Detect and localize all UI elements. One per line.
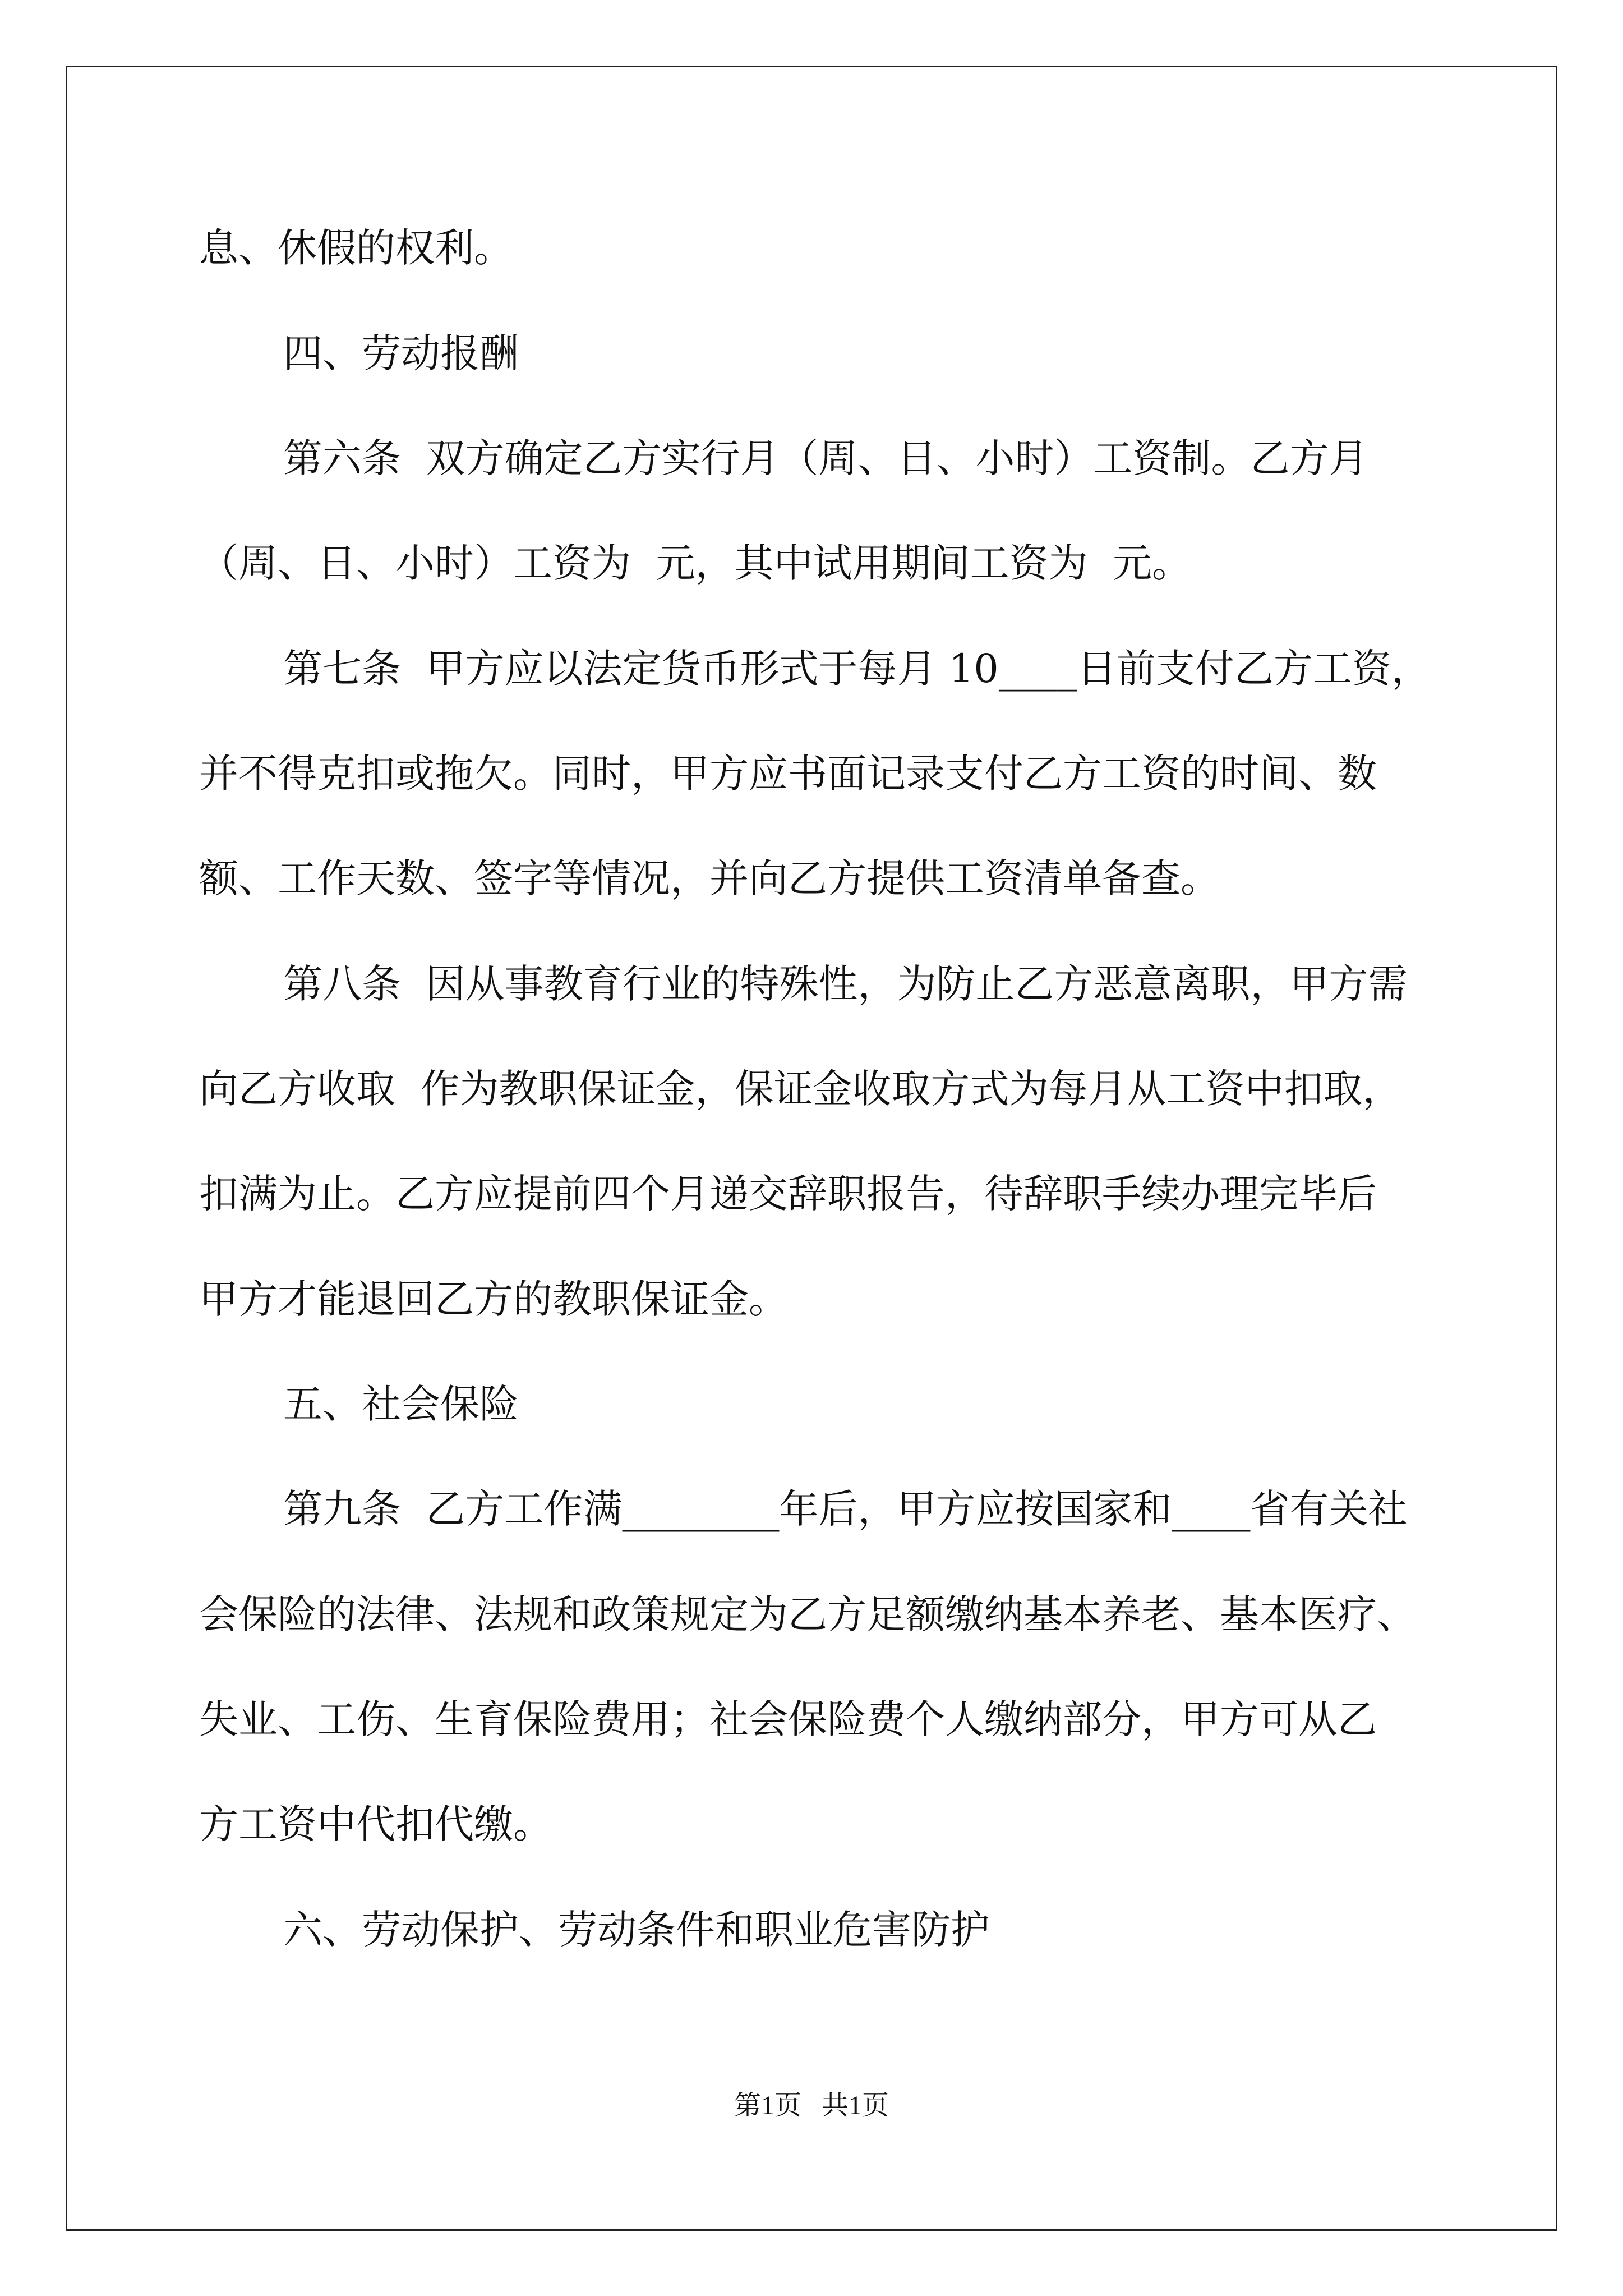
- section-heading-social-insurance: 五、社会保险: [283, 1381, 519, 1427]
- article-6-line-1: 第六条 双方确定乙方实行月（周、日、小时）工资制。乙方月: [283, 435, 1368, 481]
- section-heading-labor-protection: 六、劳动保护、劳动条件和职业危害防护: [283, 1907, 990, 1953]
- article-6-line-2: （周、日、小时）工资为 元，其中试用期间工资为 元。: [199, 540, 1192, 586]
- article-7-line-2: 并不得克扣或拖欠。同时，甲方应书面记录支付乙方工资的时间、数: [199, 751, 1377, 797]
- article-7-line-1: 第七条 甲方应以法定货币形式于每月 10____日前支付乙方工资，: [283, 646, 1431, 692]
- article-9-line-2: 会保险的法律、法规和政策规定为乙方足额缴纳基本养老、基本医疗、: [199, 1591, 1416, 1637]
- article-7-line-3: 额、工作天数、签字等情况，并向乙方提供工资清单备查。: [199, 855, 1220, 901]
- section-heading-labor-remuneration: 四、劳动报酬: [283, 330, 519, 376]
- article-8-line-3: 扣满为止。乙方应提前四个月递交辞职报告，待辞职手续办理完毕后: [199, 1171, 1377, 1217]
- article-8-line-1: 第八条 因从事教育行业的特殊性，为防止乙方恶意离职，甲方需: [283, 961, 1408, 1007]
- article-9-line-1: 第九条 乙方工作满________年后，甲方应按国家和____省有关社: [283, 1486, 1408, 1532]
- page-border: [66, 66, 1557, 2231]
- page-number-footer: 第1页 共1页: [734, 2091, 889, 2120]
- article-9-line-4: 方工资中代扣代缴。: [199, 1801, 552, 1847]
- article-8-line-2: 向乙方收取 作为教职保证金，保证金收取方式为每月从工资中扣取，: [199, 1066, 1402, 1112]
- article-9-line-3: 失业、工伤、生育保险费用；社会保险费个人缴纳部分，甲方可从乙: [199, 1696, 1377, 1742]
- article-8-line-4: 甲方才能退回乙方的教职保证金。: [199, 1276, 788, 1322]
- body-line-1: 息、休假的权利。: [199, 225, 513, 271]
